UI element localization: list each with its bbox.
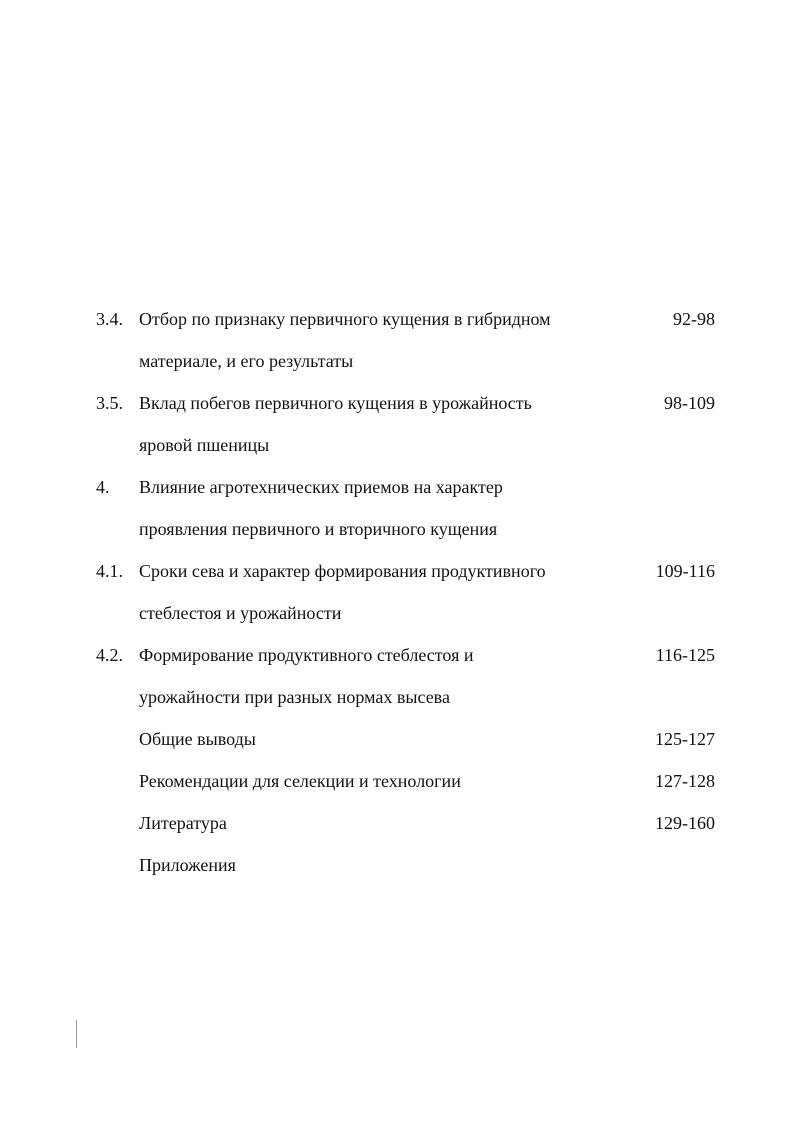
toc-entry-4-1 — [0, 550, 793, 592]
toc-entry-title: Формирование продуктивного стеблестоя и — [139, 645, 474, 665]
toc-entry-4-1-continued — [0, 592, 793, 634]
toc-entry-pages: 98-109 — [664, 393, 715, 413]
toc-entry-number: 4.1. — [96, 561, 123, 581]
table-of-contents — [0, 298, 793, 886]
toc-entry-title-continued: проявления первичного и вторичного кущения — [139, 519, 498, 539]
toc-entry-title: Вклад побегов первичного кущения в урожайность — [139, 393, 532, 413]
toc-entry-pages: 125-127 — [655, 729, 715, 749]
toc-entry-title: Влияние агротехнических приемов на характер — [139, 477, 503, 497]
toc-entry-title: Сроки сева и характер формирования продуктивного — [139, 561, 546, 581]
toc-entry-literature — [0, 802, 793, 844]
toc-entry-pages: 127-128 — [655, 771, 715, 791]
toc-entry-number: 4. — [96, 477, 110, 497]
toc-entry-title: Литература — [139, 813, 227, 833]
toc-entry-title: Приложения — [139, 855, 236, 875]
toc-entry-recommendations — [0, 760, 793, 802]
toc-entry-3-4 — [0, 298, 793, 340]
toc-entry-pages: 116-125 — [655, 645, 715, 665]
toc-entry-pages: 129-160 — [655, 813, 715, 833]
toc-entry-title-continued: материале, и его результаты — [139, 351, 354, 371]
toc-entry-appendices — [0, 844, 793, 886]
toc-entry-number: 4.2. — [96, 645, 123, 665]
toc-entry-3-5 — [0, 382, 793, 424]
toc-entry-number: 3.4. — [96, 309, 123, 329]
scan-margin-mark — [76, 1020, 77, 1048]
toc-entry-title: Общие выводы — [139, 729, 256, 749]
toc-entry-4-2 — [0, 634, 793, 676]
toc-entry-title-continued: урожайности при разных нормах высева — [139, 687, 450, 707]
toc-entry-title-continued: стеблестоя и урожайности — [139, 603, 342, 623]
toc-entry-3-5-continued — [0, 424, 793, 466]
toc-entry-conclusions — [0, 718, 793, 760]
toc-entry-4-continued — [0, 508, 793, 550]
toc-entry-title: Рекомендации для селекции и технологии — [139, 771, 461, 791]
toc-entry-pages: 92-98 — [673, 309, 715, 329]
toc-entry-number: 3.5. — [96, 393, 123, 413]
toc-entry-4 — [0, 466, 793, 508]
toc-entry-4-2-continued — [0, 676, 793, 718]
toc-entry-pages: 109-116 — [655, 561, 715, 581]
toc-entry-title-continued: яровой пшеницы — [139, 435, 270, 455]
toc-entry-3-4-continued — [0, 340, 793, 382]
toc-entry-title: Отбор по признаку первичного кущения в гибридном — [139, 309, 551, 329]
